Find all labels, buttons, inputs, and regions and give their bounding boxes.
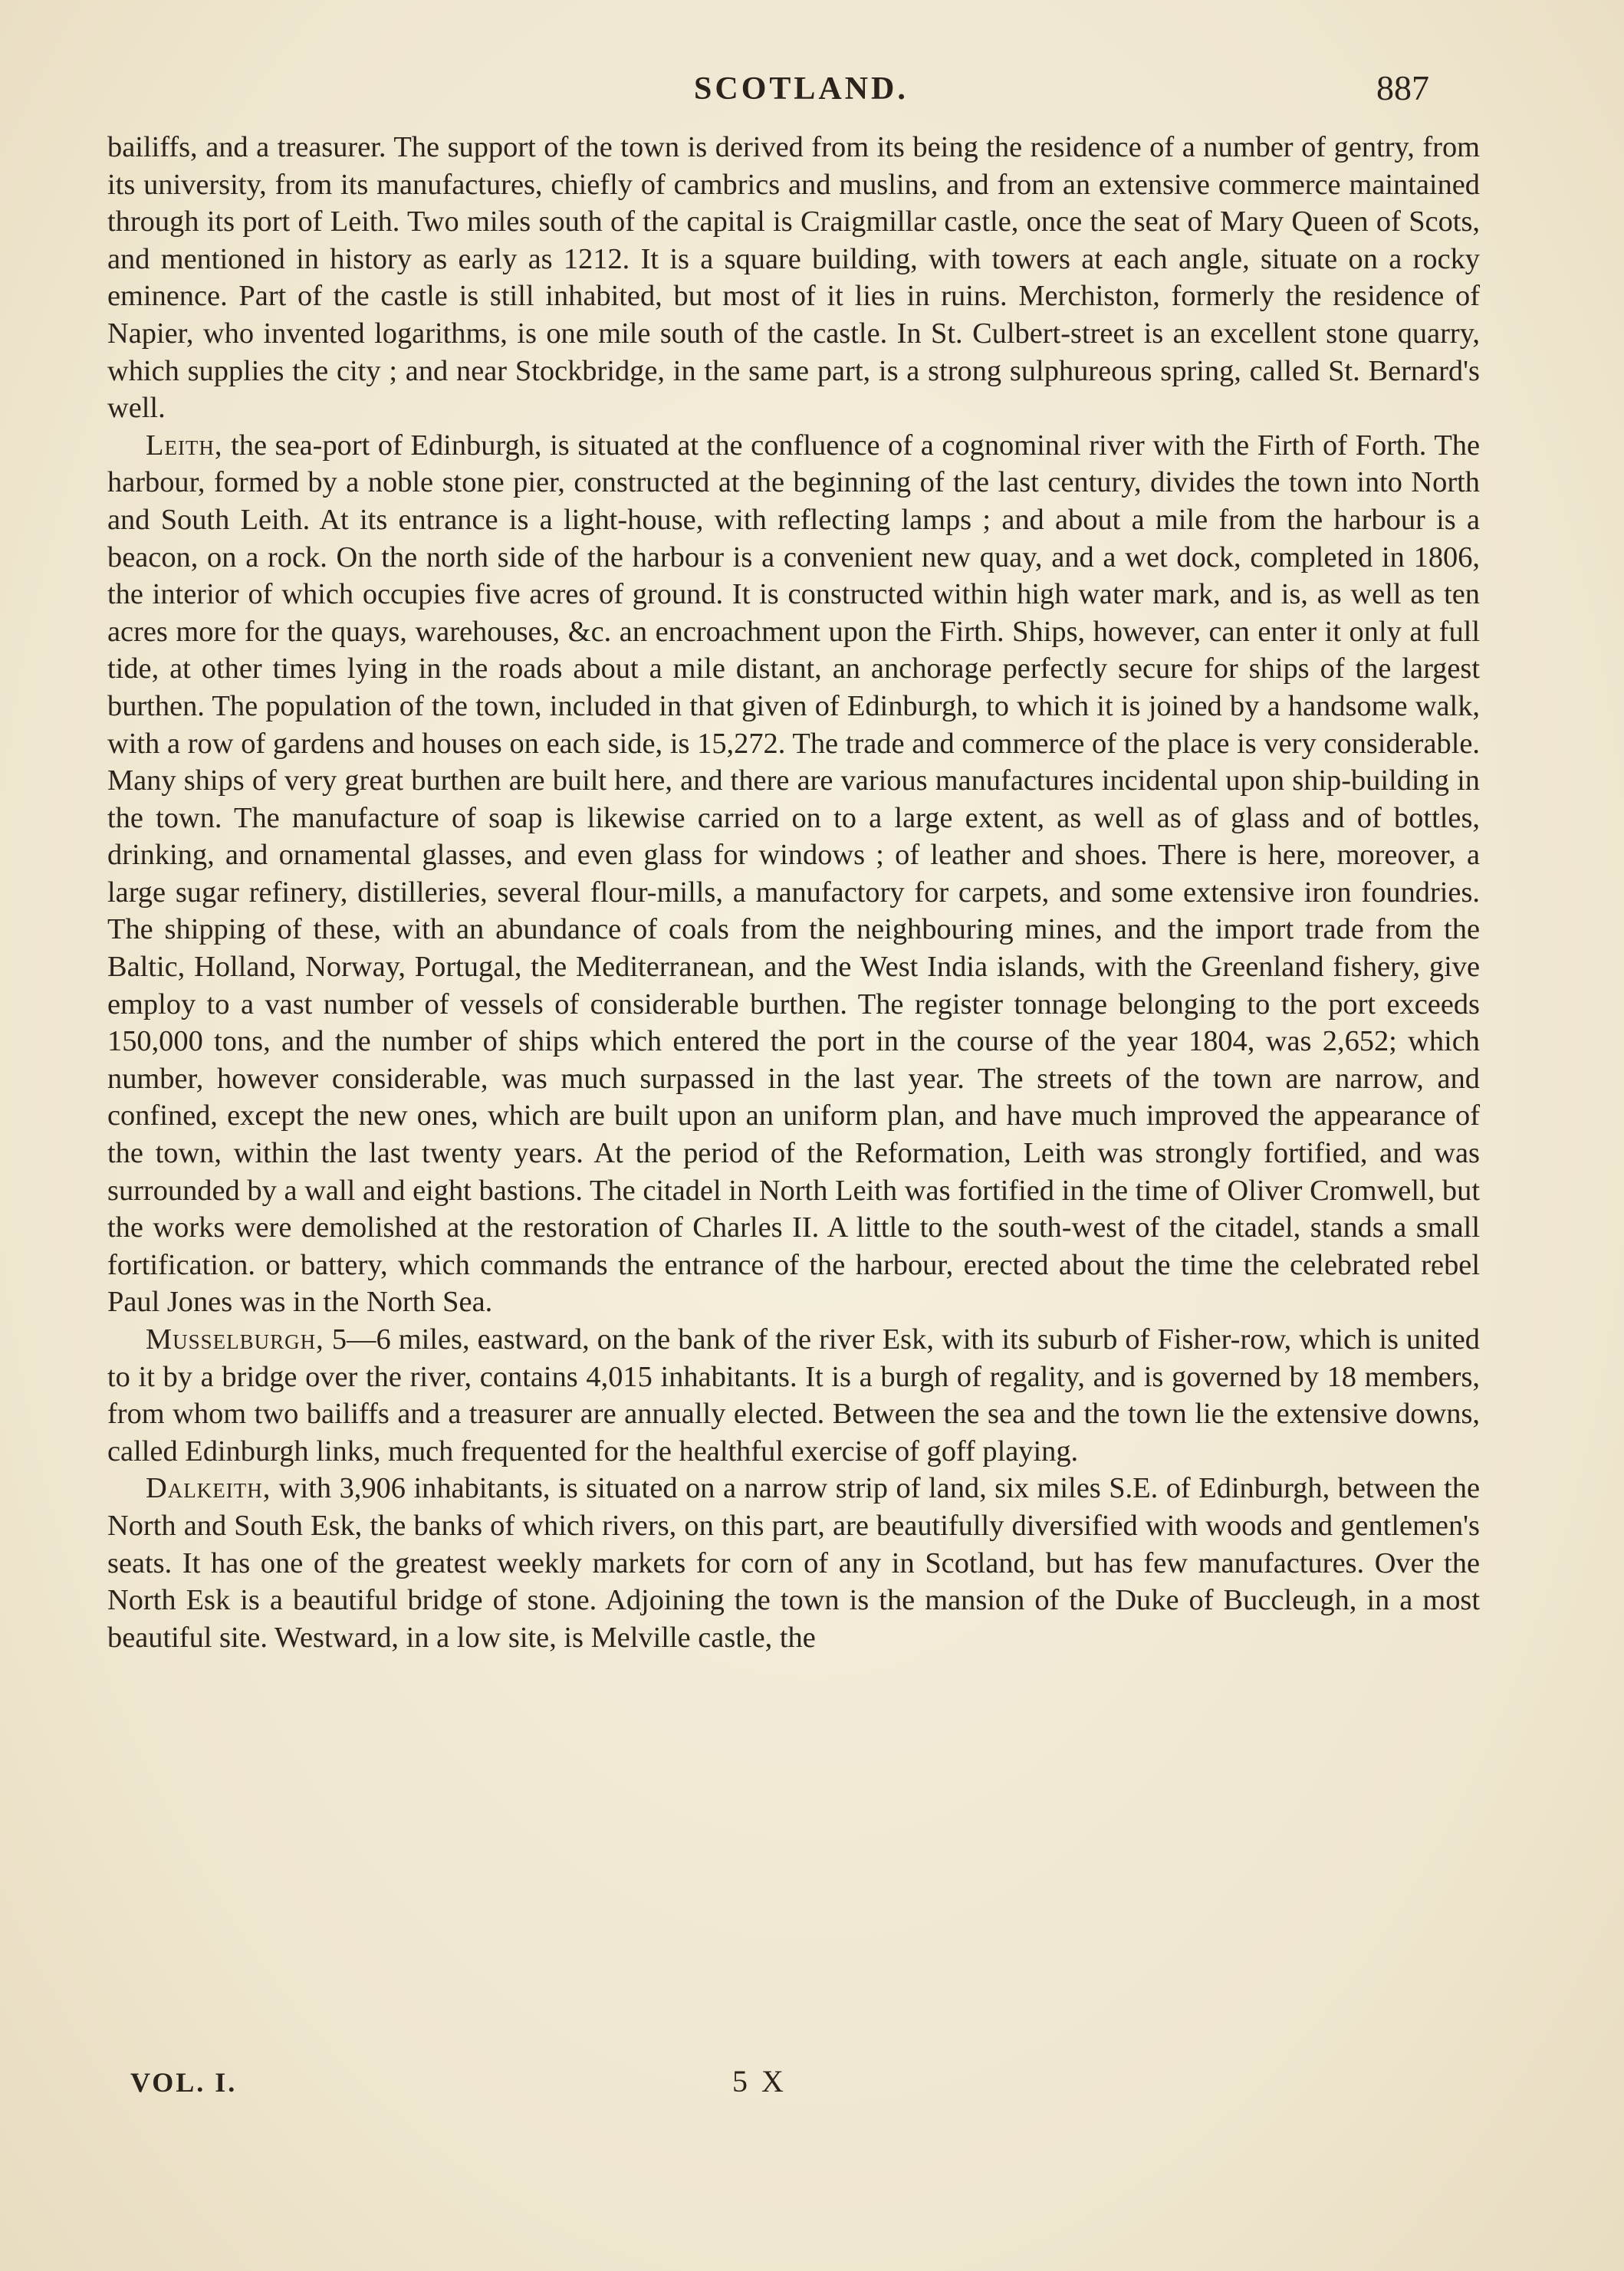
running-head (0, 68, 1624, 117)
volume-label: VOL. I. (130, 2067, 238, 2098)
page-number: 887 (1376, 68, 1429, 107)
paragraph-text: 5—6 miles, eastward, on the bank of the river Esk, with its suburb of Fisher-row, which is united to it by a bridge over the river, contains 4,015 inhabitants. It is a burgh of regality, and is governed by 18 members, from whom two bailiffs and a treasurer are annually elected. Between the sea and the town lie the extensive downs, called Edinburgh links, much frequented for the healthful exercise of goff playing. (107, 1323, 1480, 1467)
place-heading-dalkeith: Dalkeith, (146, 1472, 271, 1505)
place-heading-leith: Leith, (146, 429, 223, 462)
paragraph-leith (107, 427, 1480, 1321)
place-heading-musselburgh: Musselburgh, (146, 1323, 324, 1356)
paragraph-musselburgh (107, 1321, 1480, 1470)
paragraph-text: bailiffs, and a treasurer. The support of the town is derived from its being the residence of a number of gentry, from its university, from its manufactures, chiefly of cambrics and muslins, and from an extensive commerce maintained through its port of Leith. Two miles south of the capital is Craigmillar castle, once the seat of Mary Queen of Scots, and mentioned in history as early as 1212. It is a square building, with towers at each angle, situate on a rocky eminence. Part of the castle is still inhabited, but most of it lies in ruins. Merchiston, formerly the residence of Napier, who invented logarithms, is one mile south of the castle. In St. Culbert-street is an excellent stone quarry, which supplies the city ; and near Stockbridge, in the same part, is a strong sulphureous spring, called St. Bernard's well. (107, 131, 1480, 425)
paragraph-text: the sea-port of Edinburgh, is situated at the confluence of a cognominal river with the Firth of Forth. The harbour, formed by a noble stone pier, constructed at the beginning of the last century, divides the town into North and South Leith. At its entrance is a light-house, with reflecting lamps ; and about a mile from the harbour is a beacon, on a rock. On the north side of the harbour is a convenient new quay, and a wet dock, completed in 1806, the interior of which occupies five acres of ground. It is constructed within high water mark, and is, as well as ten acres more for the quays, warehouses, &c. an encroachment upon the Firth. Ships, however, can enter it only at full tide, at other times lying in the roads about a mile distant, an anchorage perfectly secure for ships of the largest burthen. The population of the town, included in that given of Edinburgh, to which it is joined by a handsome walk, with a row of gardens and houses on each side, is 15,272. The trade and commerce of the place is very considerable. Many ships of very great burthen are built here, and there are various manufactures incidental upon ship-building in the town. The manufacture of soap is likewise carried on to a large extent, as well as of glass and of bottles, drinking, and ornamental glasses, and even glass for windows ; of leather and shoes. There is here, moreover, a large sugar refinery, distilleries, several flour-mills, a manufactory for carpets, and some extensive iron foundries. The shipping of these, with an abundance of coals from the neighbouring mines, and the import trade from the Baltic, Holland, Norway, Portugal, the Mediterranean, and the West India islands, with the Greenland fishery, give employ to a vast number of vessels of considerable burthen. The register tonnage belonging to the port exceeds 150,000 tons, and the number of ships which entered the port in the course of the year 1804, was 2,652; which number, however considerable, was much surpassed in the last year. The streets of the town are narrow, and confined, except the new ones, which are built upon an uniform plan, and have much improved the appearance of the town, within the last twenty years. At the period of the Reformation, Leith was strongly fortified, and was surrounded by a wall and eight bastions. The citadel in North Leith was fortified in the time of Oliver Cromwell, but the works were demolished at the restoration of Charles II. A little to the south-west of the citadel, stands a small fortification. or battery, which commands the entrance of the harbour, erected about the time the celebrated rebel Paul Jones was in the North Sea. (107, 429, 1480, 1319)
paragraph-dalkeith (107, 1470, 1480, 1656)
body-text (107, 129, 1480, 1656)
running-title: SCOTLAND. (694, 71, 909, 107)
page-footer (0, 2066, 1624, 2105)
paragraph-text: with 3,906 inhabitants, is situated on a narrow strip of land, six miles S.E. of Edinburgh, between the North and South Esk, the banks of which rivers, on this part, are beautifully diversified with woods and gentlemen's seats. It has one of the greatest weekly markets for corn of any in Scotland, but has few manufactures. Over the North Esk is a beautiful bridge of stone. Adjoining the town is the mansion of the Duke of Buccleugh, in a most beautiful site. Westward, in a low site, is Melville castle, the (107, 1472, 1480, 1654)
signature-mark: 5 X (732, 2064, 787, 2098)
paragraph-edinburgh-continued (107, 129, 1480, 427)
